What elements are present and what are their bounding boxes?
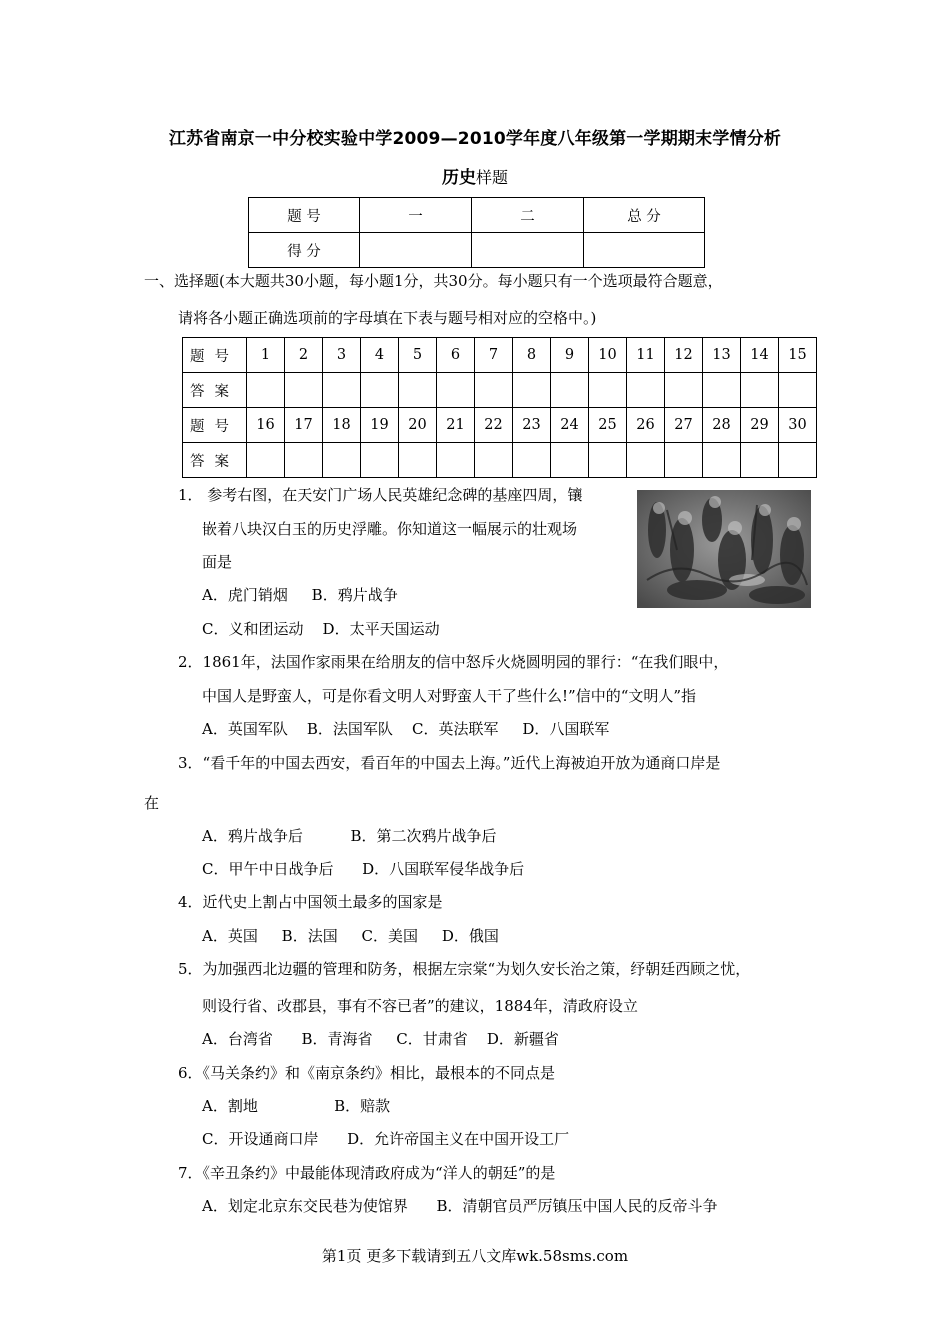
subtitle-suffix: 样题 [475,168,508,187]
question-number-cell: 6 [437,338,475,373]
answer-cell[interactable] [361,373,399,408]
answer-num-label: 题号 [183,408,247,443]
q2-line2: 中国人是野蛮人，可是你看文明人对野蛮人干了些什么!”信中的“文明人”指 [202,687,697,705]
q6-options-2: C．开设通商口岸 D．允许帝国主义在中国开设工厂 [202,1130,570,1148]
score-cell[interactable] [360,233,472,268]
answer-cell[interactable] [665,373,703,408]
answer-cell[interactable] [285,373,323,408]
score-table [248,197,705,268]
section1-instruction-line2: 请将各小题正确选项前的字母填在下表与题号相对应的空格中。) [178,309,597,327]
question-number-cell: 22 [475,408,513,443]
answer-cell[interactable] [475,443,513,478]
q6-line1: 6．《马关条约》和《南京条约》相比，最根本的不同点是 [178,1064,556,1082]
relief-sculpture-image [637,490,811,608]
question-number-cell: 21 [437,408,475,443]
question-number-cell: 12 [665,338,703,373]
answer-cell[interactable] [437,373,475,408]
q3-options-1: A．鸦片战争后 B．第二次鸦片战争后 [202,827,497,845]
q3-line1: 3．“看千年的中国去西安，看百年的中国去上海。”近代上海被迫开放为通商口岸是 [178,754,721,772]
answer-cell[interactable] [627,373,665,408]
answer-cell[interactable] [323,373,361,408]
q7-line1: 7．《辛丑条约》中最能体现清政府成为“洋人的朝廷”的是 [178,1164,556,1182]
question-number-cell: 5 [399,338,437,373]
answer-cell[interactable] [779,373,817,408]
question-number-cell: 10 [589,338,627,373]
q7-options-1: A．划定北京东交民巷为使馆界 B．清朝官员严厉镇压中国人民的反帝斗争 [202,1197,718,1215]
question-number-cell: 26 [627,408,665,443]
question-number-cell: 9 [551,338,589,373]
question-number-cell: 13 [703,338,741,373]
answer-label: 答案 [183,373,247,408]
section1-instruction-line1: 一、选择题(本大题共30小题，每小题1分，共30分。每小题只有一个选项最符合题意， [144,272,723,290]
answer-cell[interactable] [703,373,741,408]
q1-line2: 嵌着八块汉白玉的历史浮雕。你知道这一幅展示的壮观场 [202,520,578,538]
q6-options-1: A．割地 B．赔款 [202,1097,391,1115]
answer-cell[interactable] [323,443,361,478]
answer-cell[interactable] [513,373,551,408]
question-number-cell: 16 [247,408,285,443]
score-cell[interactable] [584,233,705,268]
subject-label: 历史 [441,168,476,188]
page-subtitle [0,163,950,188]
answer-cell[interactable] [589,443,627,478]
q2-line1: 2．1861年，法国作家雨果在给朋友的信中怒斥火烧圆明园的罪行：“在我们眼中， [178,653,729,671]
score-header-cell: 题 号 [249,198,360,233]
answer-num-label: 题号 [183,338,247,373]
answer-cell[interactable] [551,373,589,408]
answer-cell[interactable] [247,443,285,478]
answer-cell[interactable] [627,443,665,478]
q5-line2: 则设行省、改郡县，事有不容已者”的建议，1884年，清政府设立 [202,997,638,1015]
answer-cell[interactable] [399,373,437,408]
page-footer: 第1页 更多下载请到五八文库wk.58sms.com [321,1247,629,1265]
question-number-cell: 7 [475,338,513,373]
question-number-cell: 30 [779,408,817,443]
question-number-cell: 18 [323,408,361,443]
q2-options-1: A．英国军队 B．法国军队 C．英法联军 D．八国联军 [202,720,610,738]
q4-options-1: A．英国 B．法国 C．美国 D．俄国 [202,927,499,945]
q5-line1: 5．为加强西北边疆的管理和防务，根据左宗棠“为划久安长治之策，纾朝廷西顾之忧， [178,960,751,978]
question-number-cell: 19 [361,408,399,443]
answer-cell[interactable] [779,443,817,478]
answer-table [182,337,817,478]
q1-options-1: A．虎门销烟 B．鸦片战争 [202,586,398,604]
page-title: 江苏省南京一中分校实验中学2009—2010学年度八年级第一学期期末学情分析 [168,129,782,149]
question-number-cell: 3 [323,338,361,373]
answer-cell[interactable] [513,443,551,478]
answer-cell[interactable] [399,443,437,478]
question-number-cell: 27 [665,408,703,443]
answer-cell[interactable] [741,443,779,478]
question-number-cell: 29 [741,408,779,443]
question-number-cell: 15 [779,338,817,373]
answer-cell[interactable] [285,443,323,478]
question-number-cell: 20 [399,408,437,443]
q3-line2: 在 [144,794,160,812]
answer-cell[interactable] [551,443,589,478]
answer-cell[interactable] [475,373,513,408]
q3-options-2: C．甲午中日战争后 D．八国联军侵华战争后 [202,860,525,878]
q5-options-1: A．台湾省 B．青海省 C．甘肃省 D．新疆省 [202,1030,559,1048]
answer-cell[interactable] [247,373,285,408]
question-number-cell: 8 [513,338,551,373]
question-number-cell: 17 [285,408,323,443]
answer-cell[interactable] [361,443,399,478]
q1-line1: 1． 参考右图，在天安门广场人民英雄纪念碑的基座四周，镶 [178,486,583,504]
answer-cell[interactable] [589,373,627,408]
answer-cell[interactable] [703,443,741,478]
score-row-label: 得 分 [249,233,360,268]
question-number-cell: 25 [589,408,627,443]
question-number-cell: 4 [361,338,399,373]
score-header-cell: 一 [360,198,472,233]
q1-line3: 面是 [202,553,233,571]
question-number-cell: 1 [247,338,285,373]
q1-options-2: C．义和团运动 D．太平天国运动 [202,620,440,638]
q4-line1: 4．近代史上割占中国领土最多的国家是 [178,893,443,911]
question-number-cell: 23 [513,408,551,443]
relief-figures-icon [637,490,811,608]
answer-label: 答案 [183,443,247,478]
answer-cell[interactable] [437,443,475,478]
question-number-cell: 14 [741,338,779,373]
score-header-cell: 二 [472,198,584,233]
question-number-cell: 28 [703,408,741,443]
answer-cell[interactable] [665,443,703,478]
question-number-cell: 2 [285,338,323,373]
question-number-cell: 24 [551,408,589,443]
answer-cell[interactable] [741,373,779,408]
score-header-cell: 总 分 [584,198,705,233]
question-number-cell: 11 [627,338,665,373]
score-cell[interactable] [472,233,584,268]
